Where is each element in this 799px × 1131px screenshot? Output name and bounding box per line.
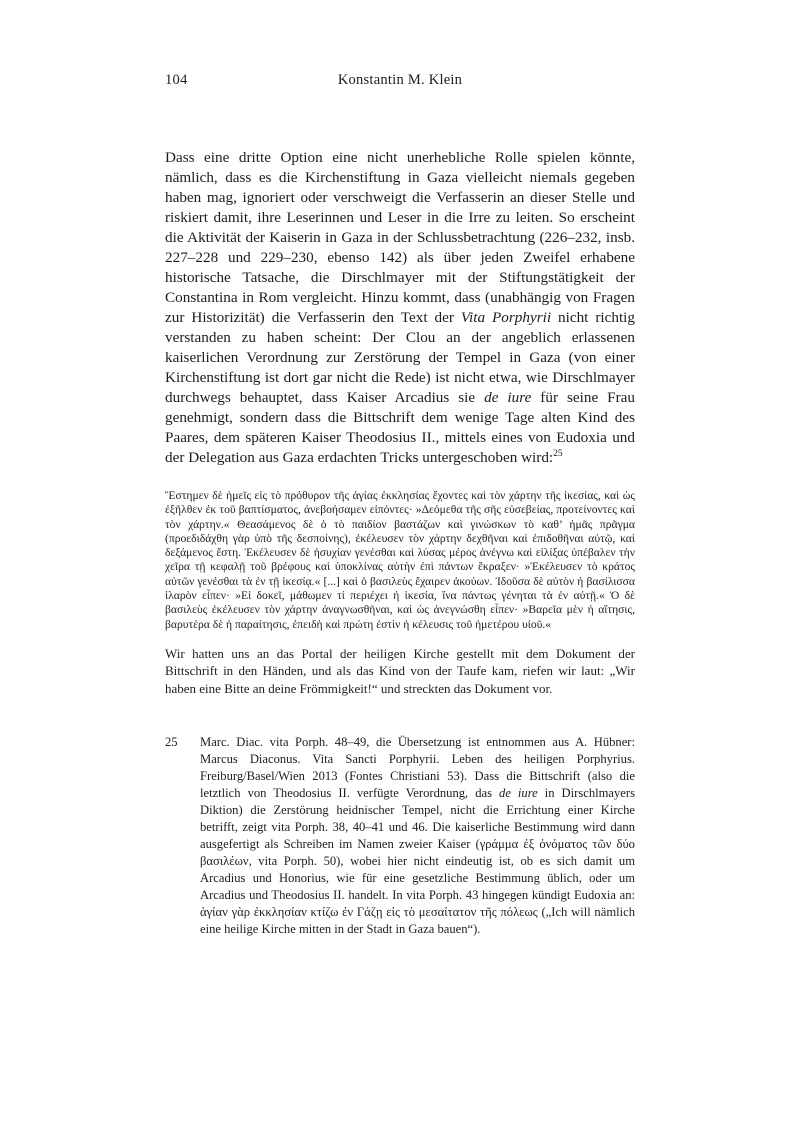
greek-phrase: γράμμα ἐξ ὀνόματος τῶν δύο βασιλέων	[200, 837, 635, 869]
greek-block-quote: Ἕστημεν δὲ ἡμεῖς εἰς τὸ πρόθυρον τῆς ἁγίας ἐκκλησίας ἔχοντες καὶ τὸν χάρτην τῆς ἱκεσίας, καὶ ὡς ἐξῆλθεν ἐκ τοῦ βαπτίσματος, ἀνεβοήσαμεν εἰπόντες· »Δεόμεθα τῆς σῆς εὐσεβείας, προτείνοντες καὶ τὸν χάρτην.« Θεασάμενος δὲ ὁ τὸ παιδίον βαστάζων καὶ γινώσκων τὸ καθ’ ἡμᾶς πρᾶγμα (προεδιδάχθη γὰρ ὑπὸ τῆς δεσποίνης), ἐκέλευσεν τὸν χάρτην δεχθῆναι καὶ ἐπιδοθῆναι αὐτῷ, καὶ δεξάμενος ἔστη. Ἐκέλευσεν δὲ ἡσυχίαν γενέσθαι καὶ λύσας μέρος ἀνέγνω καὶ εἱλίξας ὑπέβαλεν τὴν χεῖρα τῇ κεφαλῇ τοῦ βρέφους καὶ ὑποκλίνας αὐτὴν ἐπὶ πάντων ἔκραξεν· »Ἐκέλευσεν τὸ κράτος αὐτῶν γενέσθαι τὰ ἐν τῇ ἱκεσίᾳ.« [...] καὶ ὁ βασιλεὺς ἔχαιρεν ἀκούων. Ἰδοῦσα δὲ αὐτὸν ἡ βασίλισσα ἱλαρὸν εἶπεν· »Εἰ δοκεῖ, μάθωμεν τί περιέχει ἡ ἱκεσία, ἵνα πάντως γένηται τὰ ἐν αὐτῇ.« Ὁ δὲ βασιλεὺς ἐκέλευσεν τὸν χάρτην ἀναγνωσθῆναι, καὶ ὡς ἀνεγνώσθη εἶπεν· »Βαρεῖα μὲν ἡ αἴτησις, βαρυτέρα δὲ ἡ παραίτησις, ἐπειδὴ καὶ πρώτη ἐστὶν ἡ κέλευσις τοῦ ἡμετέρου υἱοῦ.«	[165, 489, 635, 631]
paragraph-segment: Dass eine dritte Option eine nicht unerhebliche Rolle spielen könnte, nämlich, dass es die Kirchenstiftung in Gaza vielleicht niemals gegeben haben mag, ignoriert oder verschweigt die Verfasserin an dieser Stelle und riskiert damit, ihre Leserinnen und Leser in die Irre zu leiten. So erscheint die Aktivität der Kaiserin in Gaza in der Schlussbetrachtung (226–232, insb. 227–228 und 229–230, ebenso 142) als über jeden Zweifel erhabene historische Tatsache, die Dirschlmayer mit der Stiftungstätigkeit der Constantina in Rom vergleicht. Hinzu kommt, dass (unabhängig von Fragen zur Historizität) die Verfasserin den Text der	[165, 149, 635, 326]
translation-paragraph: Wir hatten uns an das Portal der heiligen Kirche gestellt mit dem Dokument der Bittschrift in den Händen, und als das Kind von der Taufe kam, riefen wir laut: „Wir haben eine Bitte an deine Frömmigkeit!“ und streckten das Dokument vor.	[165, 645, 635, 696]
footnote	[165, 734, 635, 938]
footnote-segment: („Ich will nämlich eine heilige Kirche mitten in der Stadt in Gaza bauen“).	[200, 905, 635, 937]
main-paragraph	[165, 148, 635, 468]
paragraph-segment: nicht richtig verstanden zu haben scheint: Der Clou an der angeblich erlassenen kaiserlichen Verordnung zur Zerstörung der Tempel in Gaza (von einer Kirchenstiftung ist dort gar nicht die Rede) ist nicht etwa, wie Dirschlmayer durchwegs behauptet, dass Kaiser Arcadius sie	[165, 309, 635, 406]
footnote-segment: in Dirschlmayers Diktion) die Zerstörung heidnischer Tempel, nicht die Errichtung einer Kirche betrifft, zeigt vita Porph. 38, 40–41 und 46. Die kaiserliche Bestimmung wird dann ausgefertigt als Schreiben im Namen zweier Kaiser (	[200, 786, 635, 852]
footnote-number: 25	[165, 735, 178, 750]
page-number: 104	[165, 72, 188, 88]
work-title-italic: Vita Porphyrii	[460, 309, 552, 326]
footnote-text	[200, 734, 635, 938]
latin-phrase-italic: de iure	[499, 786, 538, 801]
latin-phrase-italic: de iure	[484, 389, 532, 406]
footnote-segment: , vita Porph. 50), wobei hier nicht eindeutig ist, ob es sich damit um Arcadius und Honorius, wie für eine gesetzliche Bestimmung üblich, oder um Arcadius und Theodosius II. handelt. In vita Porph. 43 hingegen kündigt Eudoxia an:	[200, 854, 635, 903]
greek-phrase: ἁγίαν γὰρ ἐκκλησίαν κτίζω ἐν Γάζῃ εἰς τὸ μεσαίτατον τῆς πόλεως	[200, 905, 538, 920]
page-content	[165, 148, 635, 938]
running-header	[165, 71, 635, 89]
footnote-segment: Marc. Diac. vita Porph. 48–49, die Übersetzung ist entnommen aus A. Hübner: Marcus Diaconus. Vita Sancti Porphyrii. Leben des heiligen Porphyrius. Freiburg/Basel/Wien 2013 (Fontes Christiani 53). Dass die Bittschrift (also die letztlich von Theodosius II. verfügte Verordnung, das	[200, 735, 635, 801]
running-title: Konstantin M. Klein	[337, 72, 463, 88]
footnote-reference: 25	[553, 448, 563, 459]
paragraph-segment: für seine Frau genehmigt, sondern dass die Bittschrift dem wenige Tage alten Kind des Paares, dem späteren Kaiser Theodosius II., mittels eines von Eudoxia und der Delegation aus Gaza erdachten Tricks untergeschoben wird:	[165, 389, 635, 466]
